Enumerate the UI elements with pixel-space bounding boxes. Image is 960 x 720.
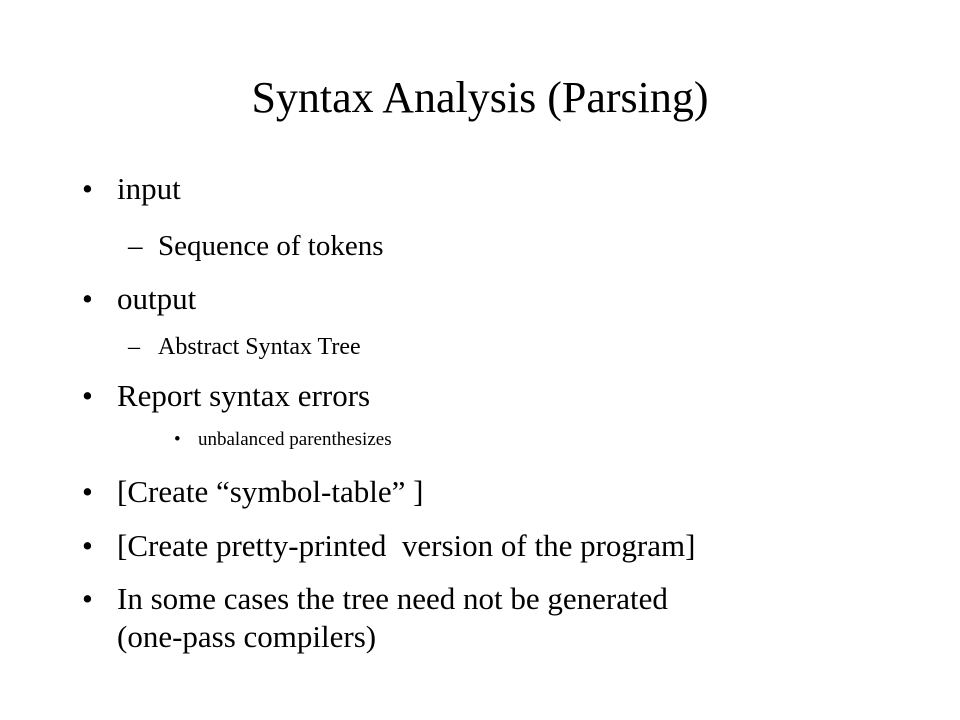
sub-item-abstract-syntax-tree: Abstract Syntax Tree xyxy=(158,334,361,360)
sub-item-sequence-of-tokens: Sequence of tokens xyxy=(158,230,384,262)
bullet-icon: • xyxy=(82,281,93,316)
bullet-icon: • xyxy=(82,171,93,206)
bullet-icon: • xyxy=(82,581,93,616)
bullet-icon: • xyxy=(82,378,93,413)
dash-icon: – xyxy=(128,334,140,360)
small-bullet-icon: • xyxy=(174,429,181,450)
bullet-item-output: output xyxy=(117,281,197,316)
bullet-item-create-symbol-table: [Create “symbol-table” ] xyxy=(117,474,424,509)
bullet-item-in-some-cases-line2: (one-pass compilers) xyxy=(117,619,377,654)
sub-sub-item-unbalanced-parenthesizes: unbalanced parenthesizes xyxy=(198,429,392,450)
bullet-item-in-some-cases-line1: In some cases the tree need not be generated xyxy=(117,581,668,616)
bullet-item-input: input xyxy=(117,171,181,206)
bullet-icon: • xyxy=(82,474,93,509)
slide-title: Syntax Analysis (Parsing) xyxy=(251,73,709,122)
bullet-item-create-pretty-printed: [Create pretty-printed version of the program] xyxy=(117,528,696,563)
bullet-item-report-syntax-errors: Report syntax errors xyxy=(117,378,371,413)
bullet-icon: • xyxy=(82,528,93,563)
dash-icon: – xyxy=(128,230,143,262)
